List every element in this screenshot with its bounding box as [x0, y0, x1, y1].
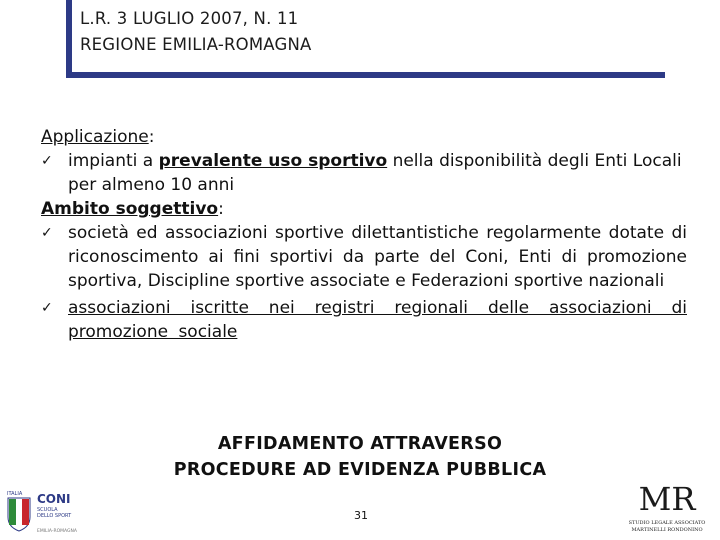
header-rule — [66, 72, 665, 78]
bullet-text-prefix: impianti a — [68, 151, 159, 171]
studio-line-2: MARTINELLI RONDONINO — [631, 527, 703, 533]
bullet-text: società ed associazioni sportive dilettantistiche regolarmente dotate di riconoscimento ai fini sportivi da parte del Coni, Enti di promozione sportiva, Discipline sportive associate e Federazioni sportive nazionali — [68, 223, 687, 291]
applicazione-label: Applicazione — [41, 127, 149, 147]
header-bar-left — [66, 0, 72, 78]
slide-header — [80, 6, 312, 58]
bullet-text-suffix: nella disponibilità degli Enti Locali per almeno 10 anni — [68, 151, 682, 195]
coni-logo — [4, 487, 86, 537]
checkmark-icon: ✓ — [41, 300, 53, 316]
checkmark-icon: ✓ — [41, 153, 53, 169]
footer-title-line-1: AFFIDAMENTO ATTRAVERSO — [217, 434, 503, 454]
header-line-2: REGIONE EMILIA-ROMAGNA — [80, 35, 312, 54]
section-ambito-heading — [41, 197, 687, 221]
coni-region: EMILIA-ROMAGNA — [37, 529, 77, 534]
studio-mark: MR — [638, 480, 696, 518]
applicazione-colon: : — [148, 127, 155, 147]
coni-italia-text: ITALIA — [7, 491, 23, 497]
page-number: 31 — [354, 509, 368, 522]
studio-legale-logo — [617, 470, 717, 538]
bullet-text: associazioni iscritte nei registri regionali delle associazioni di promozione sociale — [68, 298, 687, 342]
bullet-text-emphasis: prevalente uso sportivo — [158, 151, 388, 171]
ambito-colon: : — [218, 199, 224, 219]
list-item — [41, 221, 687, 293]
checkmark-icon: ✓ — [41, 225, 53, 241]
footer-title-line-2: PROCEDURE AD EVIDENZA PUBBLICA — [173, 460, 547, 480]
studio-line-1: STUDIO LEGALE ASSOCIATO — [628, 520, 706, 526]
coni-sub-2: DELLO SPORT — [37, 513, 72, 519]
slide-body — [41, 125, 687, 344]
coni-shield-red — [22, 499, 29, 525]
ambito-label: Ambito soggettivo — [41, 199, 219, 219]
header-line-1: L.R. 3 LUGLIO 2007, N. 11 — [80, 9, 299, 28]
list-item — [41, 149, 687, 197]
slide-footer-title — [0, 431, 720, 483]
coni-shield-green — [9, 499, 16, 525]
list-item — [41, 296, 687, 344]
coni-name: CONI — [37, 492, 71, 506]
section-applicazione-heading — [41, 125, 687, 149]
coni-sub-1: SCUOLA — [37, 507, 58, 513]
